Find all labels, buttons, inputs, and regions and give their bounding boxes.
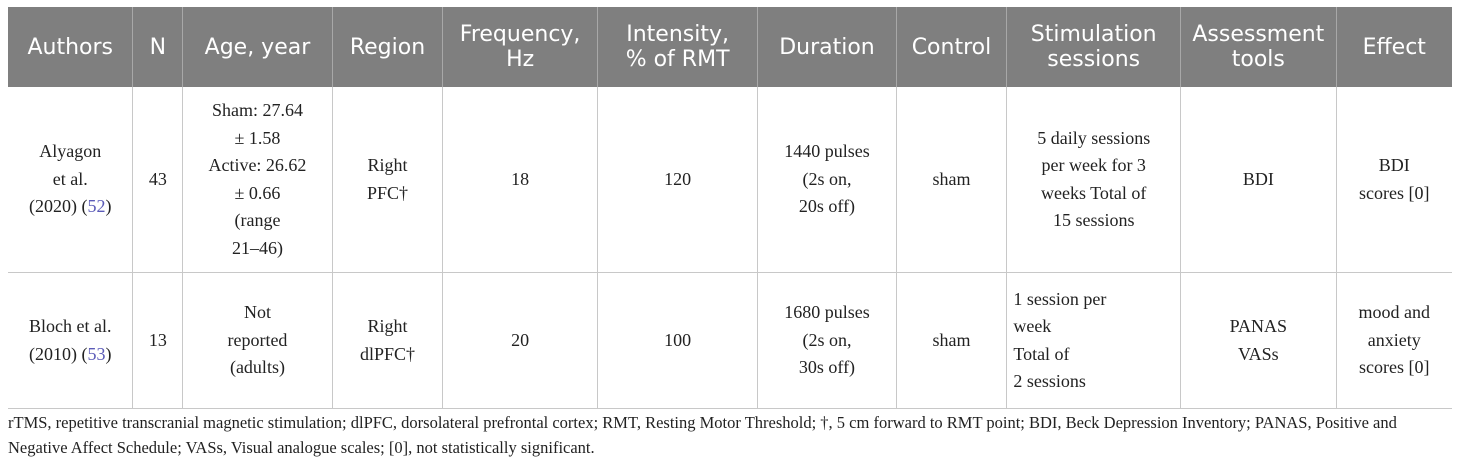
cell-frequency: 20 [443,273,597,409]
table-row [8,273,1452,409]
header-control: Control [896,7,1007,87]
authors-text: Bloch et al. (2010) ( [29,316,112,364]
cell-effect: mood and anxiety scores [0] [1336,273,1452,409]
header-authors: Authors [8,7,133,87]
study-table [8,7,1452,409]
cell-control: sham [896,273,1007,409]
authors-close: ) [105,196,112,217]
cell-authors [8,273,133,409]
header-effect: Effect [1336,7,1452,87]
cell-authors [8,87,133,273]
cell-tools: BDI [1181,87,1336,273]
cell-region: Right PFC† [332,87,443,273]
authors-close: ) [105,343,112,364]
table-row [8,87,1452,273]
header-duration: Duration [758,7,896,87]
cell-duration: 1440 pulses (2s on, 20s off) [758,87,896,273]
cell-duration: 1680 pulses (2s on, 30s off) [758,273,896,409]
header-intensity: Intensity, % of RMT [597,7,758,87]
cell-n: 13 [133,273,183,409]
authors-text: Alyagon et al. (2020) ( [29,141,102,217]
header-sessions: Stimulation sessions [1007,7,1181,87]
cell-sessions: 1 session per week Total of 2 sessions [1007,273,1181,409]
cell-frequency: 18 [443,87,597,273]
header-age: Age, year [183,7,332,87]
table-footnote: rTMS, repetitive transcranial magnetic stimulation; dlPFC, dorsolateral prefrontal cortex; RMT, Resting Motor Threshold; †, 5 cm forward to RMT point; BDI, Beck Depression Inventory; PANAS, Positive and Negative Affect Schedule; VASs, Visual analogue scales; [0], not statistically significant. [8,413,1397,457]
header-region: Region [332,7,443,87]
header-n: N [133,7,183,87]
cell-age: Sham: 27.64 ± 1.58 Active: 26.62 ± 0.66 (range 21–46) [183,87,332,273]
reference-link[interactable]: 53 [87,343,106,364]
header-frequency: Frequency, Hz [443,7,597,87]
header-tools: Assessment tools [1181,7,1336,87]
cell-n: 43 [133,87,183,273]
reference-link[interactable]: 52 [87,196,106,217]
cell-tools: PANAS VASs [1181,273,1336,409]
cell-intensity: 100 [597,273,758,409]
cell-intensity: 120 [597,87,758,273]
cell-effect: BDI scores [0] [1336,87,1452,273]
cell-age: Not reported (adults) [183,273,332,409]
cell-control: sham [896,87,1007,273]
header-row [8,7,1452,87]
cell-region: Right dlPFC† [332,273,443,409]
cell-sessions: 5 daily sessions per week for 3 weeks Total of 15 sessions [1007,87,1181,273]
